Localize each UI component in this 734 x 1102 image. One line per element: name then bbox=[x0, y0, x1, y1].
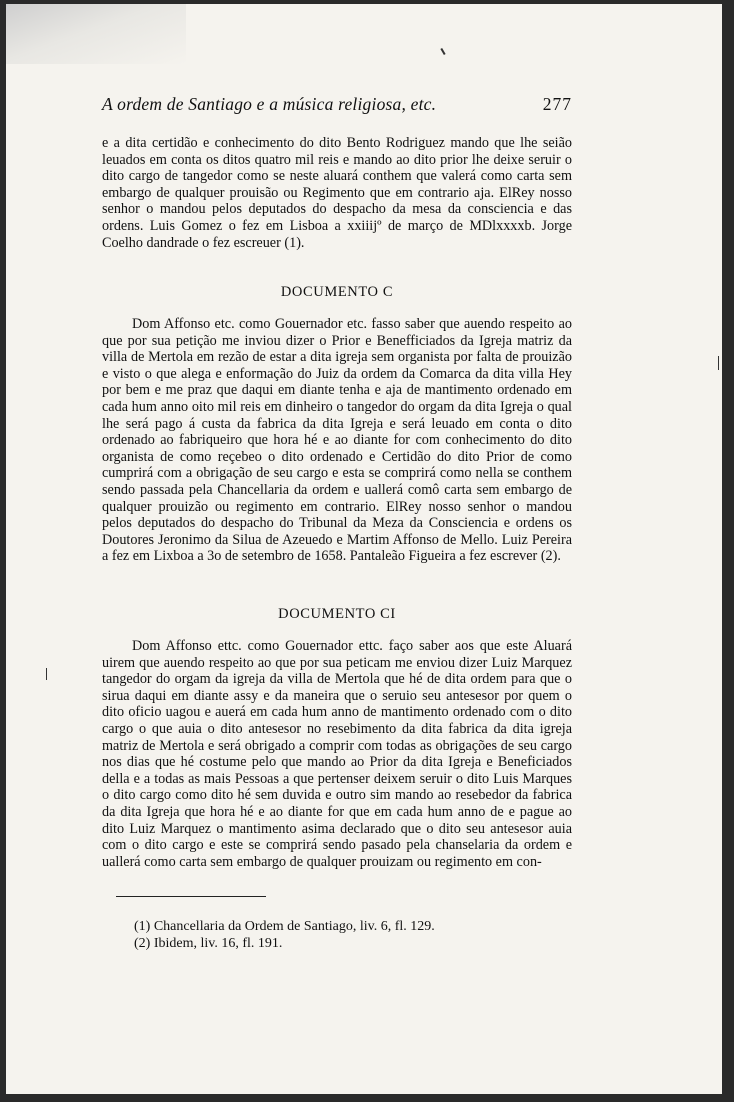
running-title: A ordem de Santiago e a música religiosa, etc. bbox=[102, 94, 437, 114]
scan-speck bbox=[440, 48, 445, 55]
documento-ci-block bbox=[102, 638, 572, 870]
heading-documento-c: DOCUMENTO C bbox=[280, 284, 394, 300]
documento-c-paragraph: Dom Affonso etc. como Gouernador etc. fasso saber que auendo respeito ao que por sua petição me inviou dizer o Prior e Benefficiados da Igreja matriz da villa de Mertola em rezão de estar a dita igreja sem organista por falta de prouizão e visto o que alega e enformação do Juiz da ordem da Comarca da dita villa Hey por bem e me praz que daqui em diante tenha e aja de mantimento ordenado em cada hum anno oito mil reis em dinheiro o tangedor do orgam da dita Igreja o qual lhe será pago á custa da fabrica da dita Igreja e será leuado em conta o dito ordenado ao fabriqueiro que hora hé e ao diante for com conhecimento do dito organista de como reçebeo o dito ordenado e Certidão do dito Prior de como cumprirá com a obrigação de seu cargo e esta se comprirá como nella se conthem sendo passada pela Chancellaria da ordem e uallerá comô carta sem embargo de qualquer prouizão ou regimento em contrario. ElRey nosso senhor o mandou pelos deputados do despacho do Tribunal da Meza da Consciencia e ordens os Doutores Jeronimo da Silua de Azeuedo e Martim Affonso de Mello. Luiz Pereira a fez em Lixboa a 3o de setembro de 1658. Pantaleão Figueira a fez escrever (2). bbox=[102, 316, 572, 565]
footnote-rule bbox=[116, 896, 266, 897]
intro-paragraph-block bbox=[102, 135, 572, 251]
footnote-1: (1) Chancellaria da Ordem de Santiago, liv. 6, fl. 129. bbox=[134, 919, 435, 934]
running-header bbox=[102, 94, 572, 115]
scan-shadow bbox=[6, 4, 186, 64]
documento-ci-paragraph: Dom Affonso ettc. como Gouernador ettc. faço saber aos que este Aluará uirem que auendo respeito ao que por sua peticam me enviou dizer Luiz Marquez tangedor do orgam da igreja da villa de Mertola que hé de dita ordem para que o sirua daqui em diante assy e da maneira que o seruio seu antesesor por quem o dito oficio uagou e auerá em cada hum anno de mantimento ordenado com o dito cargo o que auia o dito antesesor no resebimento da dita fabrica da dita igreja matriz de Mertola e será obrigado a comprir com todas as obrigações de seu cargo nos dias que hé costume pelo que mando ao Prior da dita Igreja e Beneficiados della e a todas as mais Pessoas a que pertenser deixem seruir o dito Luis Marques o dito cargo como dito hé sem duvida e outro sim mando ao resebedor da fabrica da dita Igreja que hora hé e ao diante for que em cada hum anno de e pague ao dito Luiz Marquez o mantimento asima declarado que o dito seu antesesor auia com o dito cargo e este se comprirá sendo pasado pela chanselaria da ordem e uallerá como carta sem embargo de qualquer prouizam ou regimento em con- bbox=[102, 638, 572, 870]
footnotes bbox=[134, 918, 574, 952]
margin-mark bbox=[46, 668, 47, 680]
heading-documento-ci: DOCUMENTO CI bbox=[278, 606, 396, 622]
book-page bbox=[6, 4, 722, 1094]
margin-mark bbox=[718, 356, 719, 370]
intro-paragraph: e a dita certidão e conhecimento do dito Bento Rodriguez mando que lhe seião leuados em conta os ditos quatro mil reis e mando ao dito prior lhe deixe seruir o dito cargo de tangedor como se neste aluará conthem que valerá como carta sem embargo de qualquer prouisão ou Regimento que em contrario aja. ElRey nosso senhor o mandou pelos deputados do despacho da mesa da consciencia e das ordens. Luis Gomez o fez em Lisboa a xxiiijº de março de MDlxxxxb. Jorge Coelho dandrade o fez escreuer (1). bbox=[102, 135, 572, 251]
page-number: 277 bbox=[542, 94, 572, 114]
footnote-2: (2) Ibidem, liv. 16, fl. 191. bbox=[134, 936, 283, 951]
documento-c-block bbox=[102, 316, 572, 565]
